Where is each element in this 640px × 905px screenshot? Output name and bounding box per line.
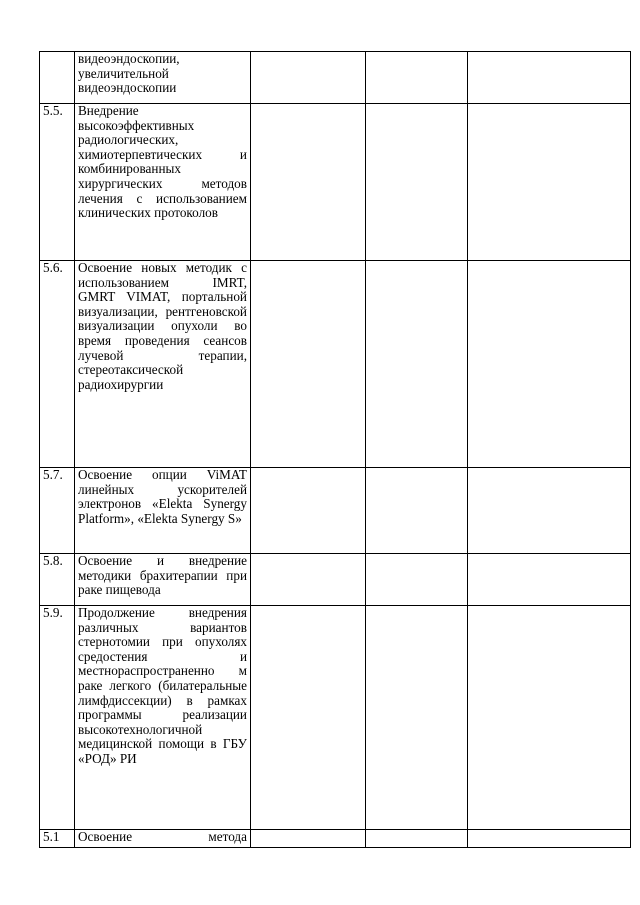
row-activity: Освоение метода [75, 830, 251, 848]
table-row [40, 554, 631, 606]
row-number: 5.9. [40, 606, 75, 830]
table-row [40, 261, 631, 468]
table-row [40, 606, 631, 830]
row-activity: видеоэндоскопии, увеличительной видеоэндоскопии [75, 52, 251, 104]
row-number: 5.6. [40, 261, 75, 468]
empty-cell [468, 606, 631, 830]
empty-cell [468, 830, 631, 848]
empty-cell [366, 104, 468, 261]
empty-cell [251, 606, 366, 830]
empty-cell [366, 468, 468, 554]
empty-cell [366, 52, 468, 104]
empty-cell [251, 468, 366, 554]
row-activity: Внедрение высокоэффективных радиологических, химиотерпевтических и комбинированных хирургических методов лечения с использованием клинических протоколов [75, 104, 251, 261]
row-activity: Освоение опции ViMAT линейных ускорителей электронов «Elekta Synergy Platform», «Elekta Synergy S» [75, 468, 251, 554]
empty-cell [366, 261, 468, 468]
empty-cell [468, 104, 631, 261]
empty-cell [366, 830, 468, 848]
plan-table [39, 51, 631, 848]
row-number: 5.7. [40, 468, 75, 554]
empty-cell [468, 554, 631, 606]
empty-cell [366, 606, 468, 830]
empty-cell [251, 830, 366, 848]
empty-cell [468, 261, 631, 468]
row-number: 5.8. [40, 554, 75, 606]
empty-cell [366, 554, 468, 606]
empty-cell [251, 52, 366, 104]
table-row [40, 468, 631, 554]
row-number [40, 52, 75, 104]
row-activity: Продолжение внедрения различных вариантов стернотомии при опухолях средостения и местнораспространенно м раке легкого (билатеральные лимфдиссекции) в рамках программы реализации высокотехнологичной медицинской помощи в ГБУ «РОД» РИ [75, 606, 251, 830]
table-row [40, 52, 631, 104]
table-row [40, 830, 631, 848]
row-activity: Освоение новых методик с использованием IMRT, GMRT VIMAT, портальной визуализации, рентгеновской визуализации опухоли во время проведения сеансов лучевой терапии, стереотаксической радиохирургии [75, 261, 251, 468]
row-activity: Освоение и внедрение методики брахитерапии при раке пищевода [75, 554, 251, 606]
empty-cell [468, 468, 631, 554]
empty-cell [468, 52, 631, 104]
empty-cell [251, 261, 366, 468]
empty-cell [251, 104, 366, 261]
row-number: 5.1 [40, 830, 75, 848]
empty-cell [251, 554, 366, 606]
table-row [40, 104, 631, 261]
row-number: 5.5. [40, 104, 75, 261]
